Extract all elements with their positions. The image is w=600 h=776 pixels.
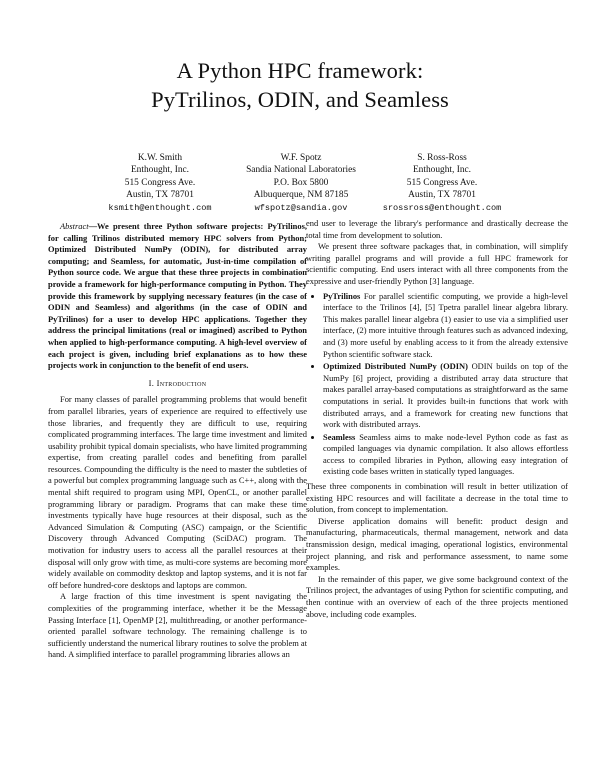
right-column <box>306 218 568 620</box>
project-list <box>306 291 568 479</box>
list-item-term: Optimized Distributed NumPy (ODIN) <box>323 361 468 372</box>
section-title: Introduction <box>156 377 207 388</box>
author-org: Enthought, Inc. <box>130 165 190 176</box>
intro-paragraph-1: For many classes of parallel programming problems that would benefit from parallel libraries, years of experience are required to effectively use those libraries, and frequently they are difficult to use, requiring complicated programming interfaces. The large time investment and limited usability prohibit typical domain specialists, who have limited programming expertise, from creating parallel codes and benefiting from parallel resources. Compounding the difficulty is the need to master the subtleties of a powerful but complex programming language such as C++, along with the mental shift required to program using MPI, OpenCL, or another parallel programming library or paradigm. Programs that can make these time investments typically have huge resources at their disposal, such as the Advanced Simulation & Computing (ASC) campaign, or the Scientific Discovery through Advanced Computing (SciDAC) program. The motivation for industry users to access all the parallel resources at their disposal will only grow with time, as multi-core systems are becoming more widely available on commodity desktop and laptop systems, and it is not far off before hundred-core desktops and laptops are common. <box>48 394 307 590</box>
left-column <box>48 221 307 661</box>
abstract-label: Abstract <box>60 221 89 231</box>
author-address-2: Albuquerque, NM 87185 <box>253 190 349 201</box>
author-address-1: 515 Congress Ave. <box>406 177 478 188</box>
author-email: ksmith@enthought.com <box>108 202 212 213</box>
list-item-seamless <box>323 432 568 478</box>
author-email: wfspotz@sandia.gov <box>254 202 348 213</box>
right-paragraph-components: We present three software packages that, in combination, will simplify writing parallel programs and will provide a full HPC framework for scientific computing. End users interact with all three components from the expressive and user-friendly Python [3] language. <box>306 241 568 286</box>
right-paragraph-continued: end user to leverage the library's performance and drastically decrease the total time from development to solution. <box>306 218 568 240</box>
author-email: srossross@enthought.com <box>382 202 502 213</box>
title-line-1: A Python HPC framework: <box>176 58 424 83</box>
section-numeral: I. <box>148 377 155 388</box>
author-org: Enthought, Inc. <box>412 165 472 176</box>
author-address-2: Austin, TX 78701 <box>408 190 476 201</box>
list-item-text: Seamless aims to make node-level Python code as fast as compiled languages via dynamic compilation. It also allows effortless access to compiled libraries in Python, allowing easy integration of existing code bases written in statically typed languages. <box>323 431 568 477</box>
list-item-text: ODIN builds on top of the NumPy [6] project, providing a distributed array data structure that makes parallel array-based computations as straightforward as the same computations in serial. It provides built-in functions that work with distributed arrays, and a framework for creating new functions that work with distributed arrays. <box>323 361 568 430</box>
author-block-3 <box>357 152 527 214</box>
author-org: Sandia National Laboratories <box>246 165 356 176</box>
author-address-1: P.O. Box 5800 <box>273 177 329 188</box>
list-item-term: Seamless <box>323 431 356 442</box>
list-item-pytrilinos <box>323 291 568 361</box>
list-item-odin <box>323 361 568 431</box>
author-name: S. Ross-Ross <box>417 153 467 163</box>
list-item-text: For parallel scientific computing, we provide a high-level interface to the Trilinos [4], [5] Tpetra parallel linear algebra library. This makes parallel linear algebra (1) easier to use via a simplified user interface, (2) more intuitive through features such as advanced indexing, and (3) more useful by enabling access to it from the already extensive Python scientific software stack. <box>323 290 568 359</box>
right-paragraph-1: These three components in combination will result in better utilization of existing HPC resources and will facilitate a decrease in the total time to solution, from concept to implementation. <box>306 481 568 515</box>
author-address-1: 515 Congress Ave. <box>124 177 196 188</box>
section-heading <box>48 378 307 390</box>
author-name: W.F. Spotz <box>280 153 322 163</box>
list-item-term: PyTrilinos <box>323 290 361 301</box>
intro-paragraph-2: A large fraction of this time investment is spent navigating the complexities of the programming interface, whether it be the Message Passing Interface [1], OpenMP [2], multithreading, or another performance-oriented parallel software technology. The remaining challenge is to sufficiently understand the numerical library routines to solve the problem at hand. A simplified interface to parallel programming libraries allows an <box>48 591 307 660</box>
abstract-text: —We present three Python software projects: PyTrilinos, for calling Trilinos distributed memory HPC solvers from Python; Optimized Distributed NumPy (ODIN), for distributed array computing; and Seamless, for automatic, Just-in-time compilation of Python source code. We argue that these three projects in combination provide a framework for high-performance computing in Python. They provide this framework by supplying necessary features (in the case of ODIN and Seamless) and algorithms (in the case of ODIN and PyTrilinos) for a user to develop HPC applications. Together they address the principal limitations (real or imagined) ascribed to Python when applied to high-performance computing. A high-level overview of each project is given, including brief explanations as to how these projects work in conjunction to the benefit of end users. <box>48 221 307 371</box>
author-address-2: Austin, TX 78701 <box>126 190 194 201</box>
title-line-2: PyTrilinos, ODIN, and Seamless <box>151 87 449 112</box>
paper-title <box>0 56 600 114</box>
right-paragraph-3: In the remainder of this paper, we give some background context of the Trilinos project, the advantages of using Python for scientific computing, and then continue with an overview of each of the three projects mentioned above, including code examples. <box>306 573 568 619</box>
right-paragraph-2: Diverse application domains will benefit: product design and manufacturing, pharmaceuticals, thermal management, network and data transmission design, medical imaging, operational logistics, environmental project planning, and risk and performance assessment, to name some examples. <box>306 515 568 573</box>
abstract <box>48 221 307 372</box>
author-name: K.W. Smith <box>137 153 183 163</box>
